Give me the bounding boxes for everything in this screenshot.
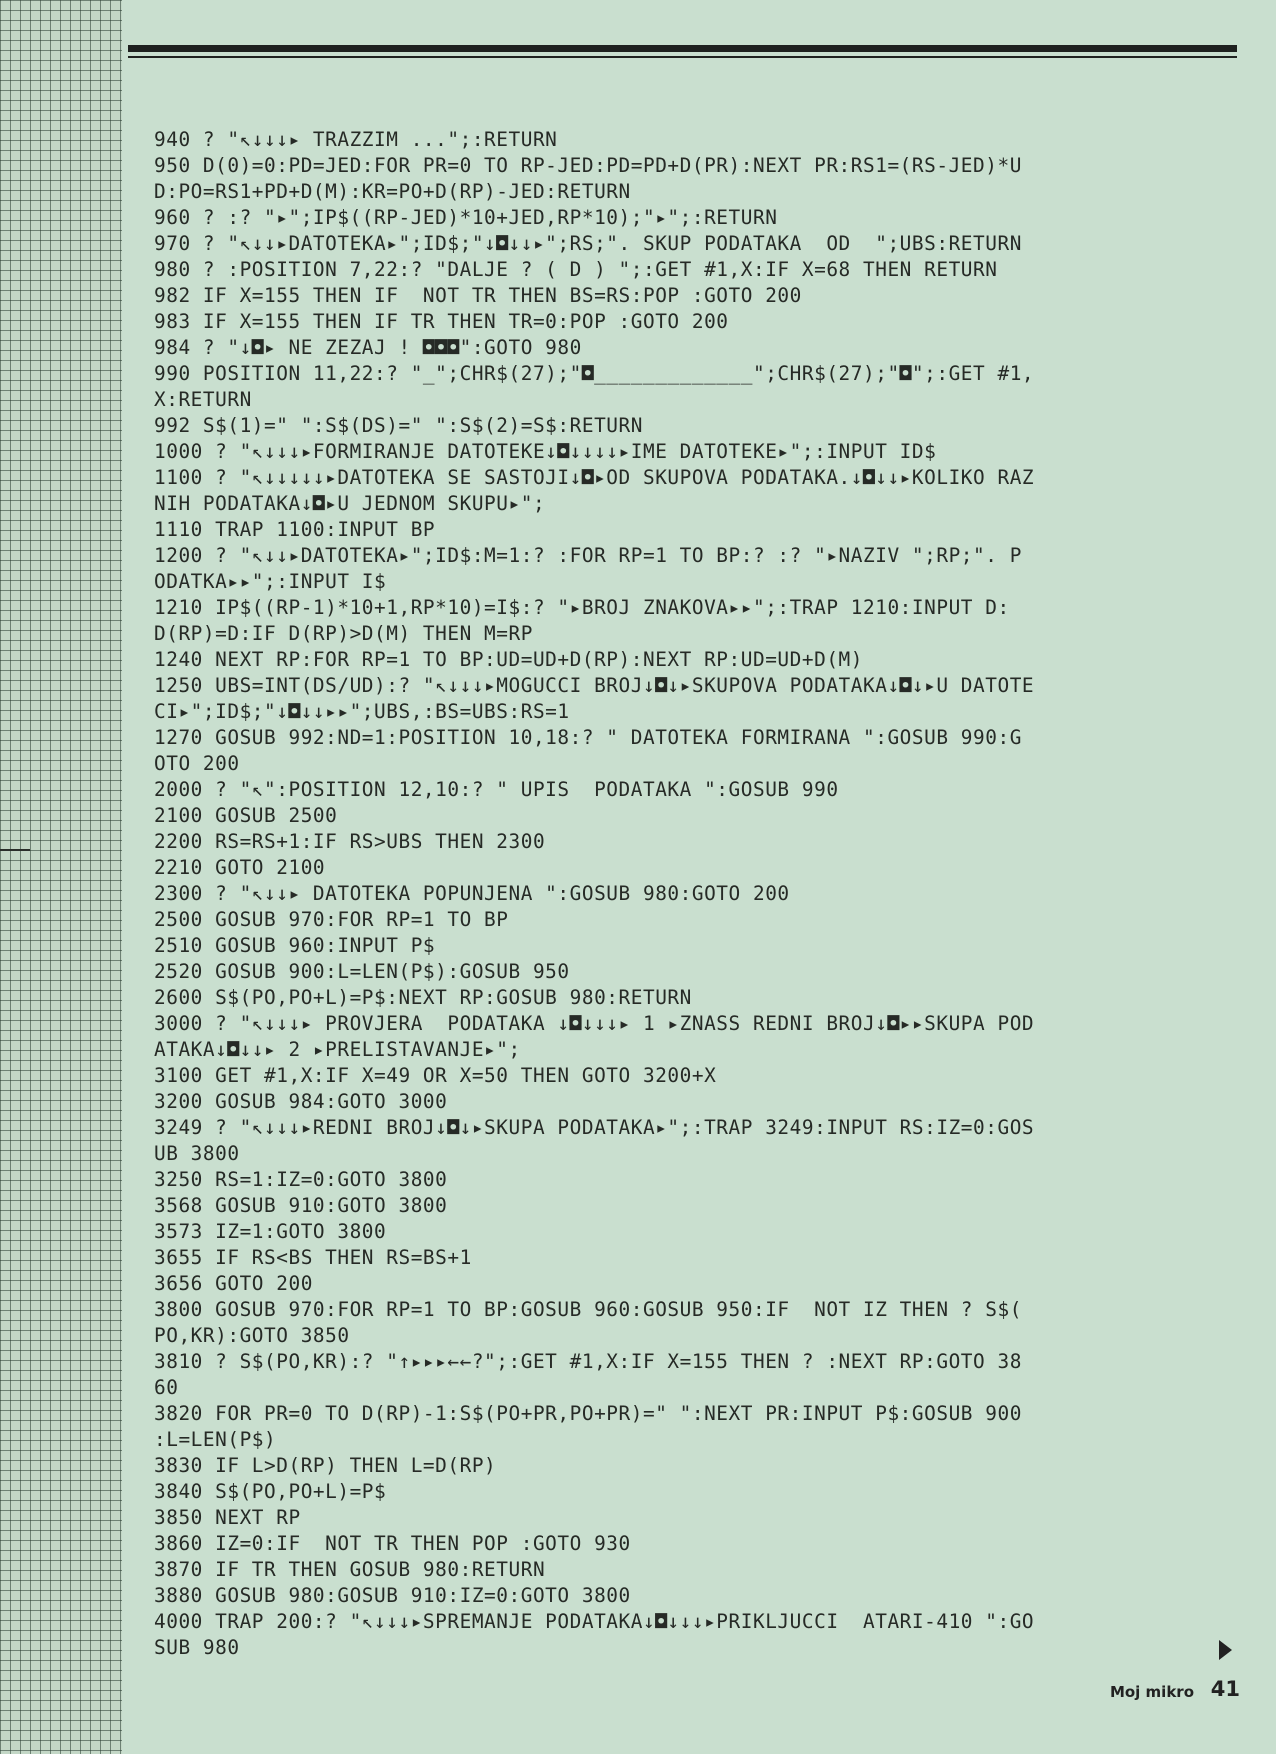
code-line: :L=LEN(P$) [154, 1428, 277, 1451]
code-line: 3000 ? "↖↓↓↓▸ PROVJERA PODATAKA ↓◘↓↓↓▸ 1 ▸ZNASS REDNI BROJ↓◘▸▸SKUPA POD [154, 1012, 1035, 1035]
code-line: NIH PODATAKA↓◘▸U JEDNOM SKUPU▸"; [154, 492, 546, 515]
code-line: 940 ? "↖↓↓↓▸ TRAZZIM ...";:RETURN [154, 128, 558, 151]
code-line: 2000 ? "↖":POSITION 12,10:? " UPIS PODATAKA ":GOSUB 990 [154, 778, 839, 801]
code-line: 3850 NEXT RP [154, 1506, 301, 1529]
code-line: 60 [154, 1376, 179, 1399]
code-line: 982 IF X=155 THEN IF NOT TR THEN BS=RS:POP :GOTO 200 [154, 284, 802, 307]
code-line: 1110 TRAP 1100:INPUT BP [154, 518, 436, 541]
margin-tick-mark [0, 849, 30, 851]
header-rule-thin [128, 56, 1237, 58]
code-line: 1240 NEXT RP:FOR RP=1 TO BP:UD=UD+D(RP):NEXT RP:UD=UD+D(M) [154, 648, 863, 671]
code-line: PO,KR):GOTO 3850 [154, 1324, 350, 1347]
code-line: OTO 200 [154, 752, 240, 775]
code-line: 1100 ? "↖↓↓↓↓↓▸DATOTEKA SE SASTOJI↓◘▸OD SKUPOVA PODATAKA.↓◘↓↓▸KOLIKO RAZ [154, 466, 1035, 489]
code-line: 3249 ? "↖↓↓↓▸REDNI BROJ↓◘↓▸SKUPA PODATAKA▸";:TRAP 3249:INPUT RS:IZ=0:GOS [154, 1116, 1035, 1139]
code-line: 3840 S$(PO,PO+L)=P$ [154, 1480, 387, 1503]
code-line: 3573 IZ=1:GOTO 3800 [154, 1220, 387, 1243]
code-line: 984 ? "↓◘▸ NE ZEZAJ ! ◘◘◘":GOTO 980 [154, 336, 582, 359]
code-line: 980 ? :POSITION 7,22:? "DALJE ? ( D ) ";:GET #1,X:IF X=68 THEN RETURN [154, 258, 998, 281]
code-line: 1250 UBS=INT(DS/UD):? "↖↓↓↓▸MOGUCCI BROJ↓◘↓▸SKUPOVA PODATAKA↓◘↓▸U DATOTE [154, 674, 1035, 697]
page-number: 41 [1210, 1677, 1240, 1701]
code-line: 3860 IZ=0:IF NOT TR THEN POP :GOTO 930 [154, 1532, 631, 1555]
magazine-name: Moj mikro [1109, 1683, 1194, 1701]
code-line: 2500 GOSUB 970:FOR RP=1 TO BP [154, 908, 509, 931]
code-line: 3656 GOTO 200 [154, 1272, 313, 1295]
code-line: ODATKA▸▸";:INPUT I$ [154, 570, 387, 593]
code-line: 2210 GOTO 2100 [154, 856, 326, 879]
code-line: 3655 IF RS<BS THEN RS=BS+1 [154, 1246, 472, 1269]
code-line: 3250 RS=1:IZ=0:GOTO 3800 [154, 1168, 448, 1191]
code-line: 970 ? "↖↓↓▸DATOTEKA▸";ID$;"↓◘↓↓▸";RS;". SKUP PODATAKA OD ";UBS:RETURN [154, 232, 1022, 255]
graph-paper-margin [0, 0, 122, 1754]
continue-arrow-icon [1219, 1640, 1232, 1660]
code-line: 3568 GOSUB 910:GOTO 3800 [154, 1194, 448, 1217]
code-line: 3800 GOSUB 970:FOR RP=1 TO BP:GOSUB 960:GOSUB 950:IF NOT IZ THEN ? S$( [154, 1298, 1022, 1321]
code-line: 3100 GET #1,X:IF X=49 OR X=50 THEN GOTO 3200+X [154, 1064, 717, 1087]
code-line: 3810 ? S$(PO,KR):? "↑▸▸▸←←?";:GET #1,X:IF X=155 THEN ? :NEXT RP:GOTO 38 [154, 1350, 1022, 1373]
code-line: SUB 980 [154, 1636, 240, 1659]
header-rule-thick [128, 45, 1237, 52]
code-line: 3880 GOSUB 980:GOSUB 910:IZ=0:GOTO 3800 [154, 1584, 631, 1607]
code-line: 4000 TRAP 200:? "↖↓↓↓▸SPREMANJE PODATAKA↓◘↓↓↓▸PRIKLJUCCI ATARI-410 ":GO [154, 1610, 1035, 1633]
code-line: ATAKA↓◘↓↓▸ 2 ▸PRELISTAVANJE▸"; [154, 1038, 521, 1061]
code-line: CI▸";ID$;"↓◘↓↓▸▸";UBS,:BS=UBS:RS=1 [154, 700, 570, 723]
code-line: 2300 ? "↖↓↓▸ DATOTEKA POPUNJENA ":GOSUB 980:GOTO 200 [154, 882, 790, 905]
code-line: 2510 GOSUB 960:INPUT P$ [154, 934, 436, 957]
code-line: 1000 ? "↖↓↓↓▸FORMIRANJE DATOTEKE↓◘↓↓↓↓▸IME DATOTEKE▸";:INPUT ID$ [154, 440, 937, 463]
code-line: 3820 FOR PR=0 TO D(RP)-1:S$(PO+PR,PO+PR)=" ":NEXT PR:INPUT P$:GOSUB 900 [154, 1402, 1022, 1425]
code-line: 992 S$(1)=" ":S$(DS)=" ":S$(2)=S$:RETURN [154, 414, 643, 437]
code-line: 3830 IF L>D(RP) THEN L=D(RP) [154, 1454, 497, 1477]
code-line: D(RP)=D:IF D(RP)>D(M) THEN M=RP [154, 622, 533, 645]
code-line: 990 POSITION 11,22:? "_";CHR$(27);"◘_____________";CHR$(27);"◘";:GET #1, [154, 362, 1035, 385]
code-line: D:PO=RS1+PD+D(M):KR=PO+D(RP)-JED:RETURN [154, 180, 631, 203]
code-line: 960 ? :? "▸";IP$((RP-JED)*10+JED,RP*10);"▸";:RETURN [154, 206, 778, 229]
code-line: 2600 S$(PO,PO+L)=P$:NEXT RP:GOSUB 980:RETURN [154, 986, 692, 1009]
code-line: UB 3800 [154, 1142, 240, 1165]
code-line: 983 IF X=155 THEN IF TR THEN TR=0:POP :GOTO 200 [154, 310, 729, 333]
basic-program-listing [154, 127, 1224, 1661]
code-line: 3200 GOSUB 984:GOTO 3000 [154, 1090, 448, 1113]
code-line: 3870 IF TR THEN GOSUB 980:RETURN [154, 1558, 546, 1581]
code-line: 1200 ? "↖↓↓▸DATOTEKA▸";ID$:M=1:? :FOR RP=1 TO BP:? :? "▸NAZIV ";RP;". P [154, 544, 1022, 567]
code-line: 2100 GOSUB 2500 [154, 804, 338, 827]
code-line: 2520 GOSUB 900:L=LEN(P$):GOSUB 950 [154, 960, 570, 983]
code-line: 950 D(0)=0:PD=JED:FOR PR=0 TO RP-JED:PD=PD+D(PR):NEXT PR:RS1=(RS-JED)*U [154, 154, 1022, 177]
code-line: 2200 RS=RS+1:IF RS>UBS THEN 2300 [154, 830, 546, 853]
code-line: 1210 IP$((RP-1)*10+1,RP*10)=I$:? "▸BROJ ZNAKOVA▸▸";:TRAP 1210:INPUT D: [154, 596, 1010, 619]
code-line: 1270 GOSUB 992:ND=1:POSITION 10,18:? " DATOTEKA FORMIRANA ":GOSUB 990:G [154, 726, 1022, 749]
code-line: X:RETURN [154, 388, 252, 411]
